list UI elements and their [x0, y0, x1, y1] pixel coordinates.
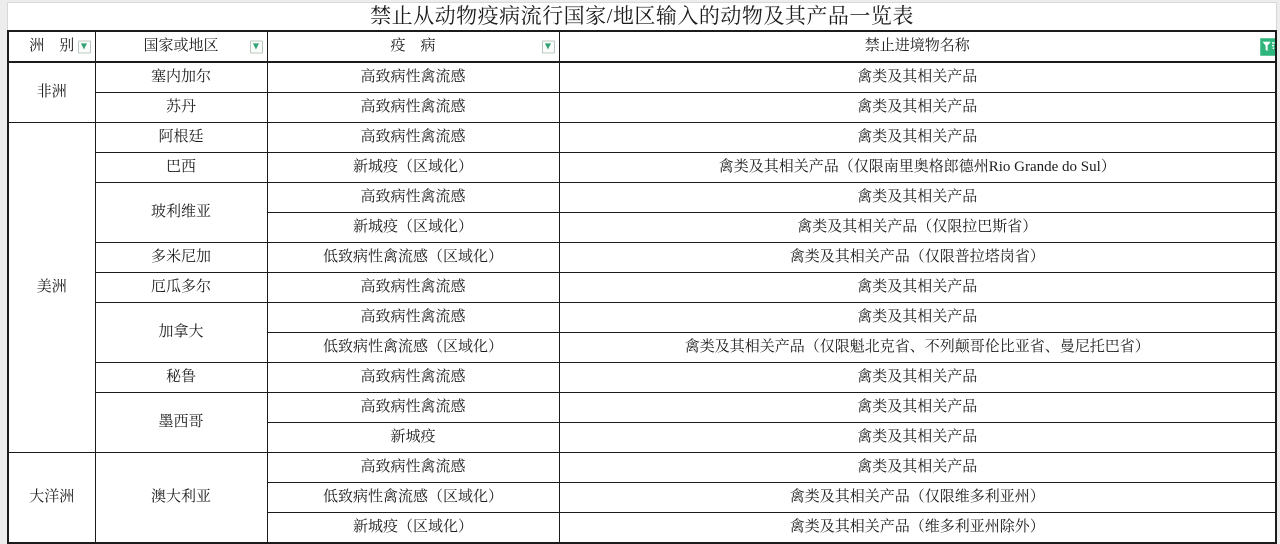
header-country-label: 国家或地区: [143, 38, 219, 55]
disease-cell: 新城疫（区域化）: [267, 213, 559, 243]
country-cell: 苏丹: [95, 93, 267, 123]
disease-cell: 新城疫（区域化）: [267, 513, 559, 544]
table-row: [8, 363, 1276, 393]
table-title: 禁止从动物疫病流行国家/地区输入的动物及其产品一览表: [7, 2, 1277, 30]
product-cell: 禽类及其相关产品（维多利亚州除外）: [559, 513, 1276, 544]
table-row: [8, 183, 1276, 213]
table-row: [8, 153, 1276, 183]
product-cell: 禽类及其相关产品: [559, 303, 1276, 333]
country-cell: 玻利维亚: [95, 183, 267, 243]
disease-cell: 低致病性禽流感（区域化）: [267, 333, 559, 363]
country-cell: 多米尼加: [95, 243, 267, 273]
header-disease: [267, 31, 559, 62]
table-row: [8, 93, 1276, 123]
country-cell: 塞内加尔: [95, 62, 267, 93]
disease-cell: 低致病性禽流感（区域化）: [267, 243, 559, 273]
header-continent-label: 洲 别: [29, 38, 75, 55]
product-cell: 禽类及其相关产品（仅限拉巴斯省）: [559, 213, 1276, 243]
disease-cell: 高致病性禽流感: [267, 363, 559, 393]
product-cell: 禽类及其相关产品: [559, 453, 1276, 483]
disease-cell: 低致病性禽流感（区域化）: [267, 483, 559, 513]
chevron-down-icon: ▼: [80, 41, 88, 51]
chevron-down-icon: ▼: [544, 41, 552, 51]
filter-dropdown-continent[interactable]: [78, 40, 91, 53]
table-row: [8, 303, 1276, 333]
table-row: [8, 273, 1276, 303]
continent-cell: 非洲: [8, 62, 95, 123]
header-continent: [8, 31, 95, 62]
country-cell: 墨西哥: [95, 393, 267, 453]
import-ban-table: [7, 30, 1277, 544]
disease-cell: 高致病性禽流感: [267, 93, 559, 123]
continent-cell: 美洲: [8, 123, 95, 453]
country-cell: 巴西: [95, 153, 267, 183]
product-cell: 禽类及其相关产品（仅限普拉塔岗省）: [559, 243, 1276, 273]
header-row: [8, 31, 1276, 62]
disease-cell: 高致病性禽流感: [267, 393, 559, 423]
chevron-down-icon: ▼: [252, 41, 260, 51]
table-row: [8, 243, 1276, 273]
header-product: [559, 31, 1276, 62]
product-cell: 禽类及其相关产品: [559, 273, 1276, 303]
product-cell: 禽类及其相关产品: [559, 93, 1276, 123]
disease-cell: 高致病性禽流感: [267, 273, 559, 303]
funnel-icon: [1262, 41, 1275, 53]
filter-dropdown-country[interactable]: [250, 40, 263, 53]
product-cell: 禽类及其相关产品: [559, 183, 1276, 213]
active-filter-button[interactable]: [1260, 38, 1276, 56]
product-cell: 禽类及其相关产品: [559, 393, 1276, 423]
disease-cell: 高致病性禽流感: [267, 303, 559, 333]
header-disease-label: 疫 病: [390, 38, 436, 55]
country-cell: 澳大利亚: [95, 453, 267, 544]
country-cell: 阿根廷: [95, 123, 267, 153]
product-cell: 禽类及其相关产品: [559, 363, 1276, 393]
disease-cell: 高致病性禽流感: [267, 453, 559, 483]
table-row: [8, 393, 1276, 423]
continent-cell: 大洋洲: [8, 453, 95, 544]
table-row: [8, 123, 1276, 153]
disease-cell: 高致病性禽流感: [267, 62, 559, 93]
country-cell: 厄瓜多尔: [95, 273, 267, 303]
table-row: [8, 453, 1276, 483]
table-body: [8, 62, 1276, 543]
product-cell: 禽类及其相关产品: [559, 62, 1276, 93]
product-cell: 禽类及其相关产品（仅限魁北克省、不列颠哥伦比亚省、曼尼托巴省）: [559, 333, 1276, 363]
table-row: [8, 62, 1276, 93]
product-cell: 禽类及其相关产品（仅限南里奥格郎德州Rio Grande do Sul）: [559, 153, 1276, 183]
disease-cell: 新城疫（区域化）: [267, 153, 559, 183]
header-product-label: 禁止进境物名称: [864, 38, 970, 55]
disease-cell: 高致病性禽流感: [267, 183, 559, 213]
product-cell: 禽类及其相关产品（仅限维多利亚州）: [559, 483, 1276, 513]
product-cell: 禽类及其相关产品: [559, 123, 1276, 153]
disease-cell: 新城疫: [267, 423, 559, 453]
header-country: [95, 31, 267, 62]
disease-cell: 高致病性禽流感: [267, 123, 559, 153]
country-cell: 秘鲁: [95, 363, 267, 393]
filter-dropdown-disease[interactable]: [542, 40, 555, 53]
product-cell: 禽类及其相关产品: [559, 423, 1276, 453]
country-cell: 加拿大: [95, 303, 267, 363]
